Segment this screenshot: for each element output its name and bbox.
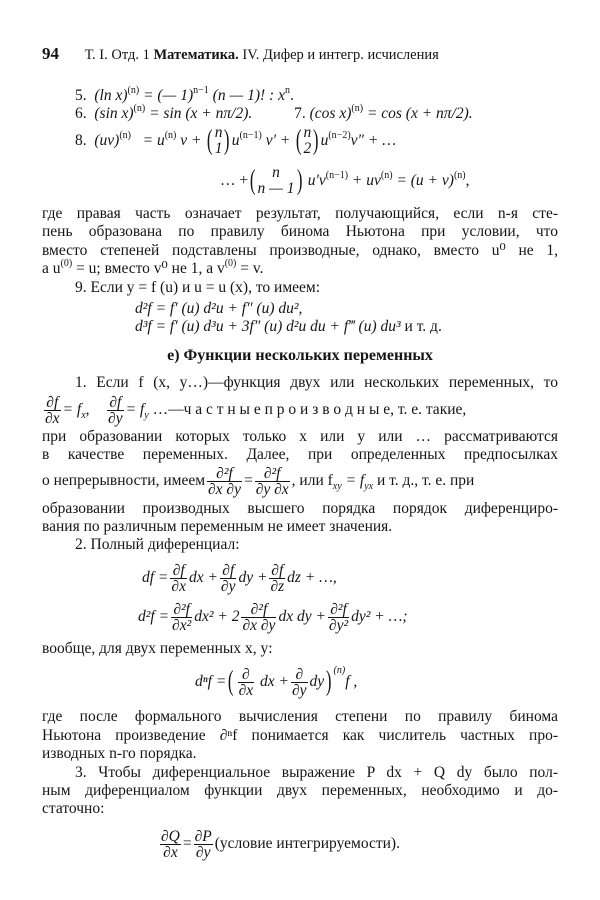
sup: (n) [453, 170, 466, 181]
binomial-top: n [272, 164, 280, 182]
fraction [160, 829, 181, 860]
binomial [257, 165, 294, 197]
text: а u [42, 260, 61, 277]
item-9: 9. Если y = f (u) и u = u (x), то имеем: [75, 279, 321, 296]
binomial [304, 125, 312, 157]
right-paren: ) [313, 125, 319, 157]
formula-6-7 [75, 105, 558, 123]
term: dx + [256, 673, 289, 690]
fraction [44, 395, 61, 426]
left-paren: ( [249, 165, 256, 197]
sup: (0) [224, 258, 237, 269]
right-paren: ) [296, 165, 302, 197]
term: dx² + 2 [194, 608, 240, 625]
sup: (n) [127, 85, 140, 96]
eq: = u [142, 132, 165, 149]
sup: n−1 [193, 85, 209, 96]
sub: y [144, 410, 149, 421]
term: dy² + …; [351, 608, 408, 625]
formula-d2f: d²f = f′ (u) d²u + f″ (u) du², [135, 300, 303, 317]
fraction [170, 563, 187, 594]
sup: (n) [133, 103, 146, 114]
lhs: df = [142, 569, 169, 586]
paragraph-line [42, 260, 558, 278]
term: dx + [188, 569, 218, 586]
fraction [238, 667, 255, 698]
item-2: 2. Полный диференциал: [75, 536, 240, 553]
numerator: ∂²f [171, 602, 192, 618]
denominator: ∂x [45, 409, 60, 427]
sup: (n) [351, 103, 364, 114]
binomial [215, 125, 223, 157]
fraction [107, 395, 124, 426]
fraction [241, 602, 276, 633]
text: о непрерывности, имеем [42, 472, 206, 489]
header-bold: Математика. [153, 47, 239, 63]
text: = f [341, 472, 365, 489]
term: f , [345, 673, 358, 690]
denominator: ∂x [171, 577, 186, 595]
binomial-bottom: 1 [214, 140, 223, 158]
eq: = f [125, 401, 145, 418]
text: и т. д., т. е. при [373, 472, 475, 489]
label: 7. [294, 105, 306, 122]
paragraph-line: вместо степеней подставлены производные, однако, вместо u⁰ не 1, [42, 242, 558, 259]
paragraph-line: в качестве переменных. Далее, при определенных предпосылках [42, 446, 558, 463]
sup: n [284, 85, 290, 96]
formula-8-cont [220, 164, 600, 200]
formula-df [142, 562, 600, 594]
header-prefix: Т. I. Отд. 1 [84, 47, 150, 63]
term: + uv [348, 172, 381, 189]
paragraph-line: 1. Если f (x, y…)—функция двух или нескольких переменных, то [75, 374, 558, 391]
math: d³f = f′ (u) d³u + 3f″ (u) d²u du + f‴ (u) du³ [135, 318, 401, 335]
paragraph-line: статочно: [42, 800, 105, 817]
rhs: = sin (x + nπ/2). [145, 105, 253, 122]
left-paren: ( [228, 666, 234, 698]
paragraph-line: при образовании которых только x или y или … рассматриваются [42, 428, 558, 445]
numerator: ∂f [44, 395, 61, 411]
binomial-top: n [303, 124, 312, 142]
fraction [328, 602, 349, 633]
paragraph-line: образовании производных высшего порядка порядок диференциро- [42, 500, 558, 517]
sub: x [81, 410, 86, 421]
sub: yx [364, 481, 374, 492]
fraction [291, 667, 308, 698]
numerator: ∂²f [241, 602, 276, 618]
left-paren: ( [207, 125, 213, 157]
text: , [85, 401, 90, 418]
formula-8 [75, 124, 558, 160]
paragraph-line: где после формального вычисления степени по правилу бинома [42, 708, 558, 725]
paragraph-line: вообще, для двух переменных x, y: [42, 640, 273, 657]
sup: (0) [60, 258, 73, 269]
denominator: ∂y [195, 843, 211, 861]
sup: (n−1) [239, 130, 262, 141]
term: = (u + v) [392, 172, 454, 189]
fraction [255, 466, 290, 497]
numerator: ∂P [194, 827, 212, 845]
paragraph-line [42, 465, 558, 497]
term: dy [309, 673, 325, 690]
partial-derivatives-line [42, 394, 558, 426]
binomial-bottom: 2 [303, 140, 312, 158]
right-paren: ) [326, 666, 332, 698]
term: u [320, 132, 329, 149]
binomial-bottom: n — 1 [257, 180, 295, 198]
lhs: dⁿf = [195, 673, 227, 690]
numerator: ∂ [291, 667, 308, 683]
paragraph-line: 3. Чтобы диференциальное выражение P dx + Q dy было пол- [75, 764, 558, 781]
term: u′v [307, 172, 326, 189]
header-rest: IV. Дифер и интегр. исчисления [242, 47, 439, 63]
numerator: ∂Q [161, 827, 180, 845]
eq: = f [62, 401, 82, 418]
lhs: (uv) [94, 132, 120, 149]
paragraph-line: Ньютона произведение ∂ⁿf понимается как числитель частных про- [42, 727, 558, 744]
page-number: 94 [42, 44, 59, 63]
lhs: (cos x) [309, 105, 352, 122]
term: dx dy + [278, 608, 326, 625]
numerator: ∂²f [207, 466, 242, 482]
numerator: ∂f [170, 563, 187, 579]
binomial-top: n [214, 124, 223, 142]
paragraph-line: изводных n-го порядка. [42, 745, 197, 762]
numerator: ∂f [220, 563, 237, 579]
end: . [289, 87, 294, 104]
lhs: (sin x) [94, 105, 134, 122]
term: dz + …, [287, 569, 337, 586]
term: dy + [238, 569, 268, 586]
denominator: ∂x [238, 681, 254, 699]
text: = v. [236, 260, 264, 277]
sup: (n) [164, 130, 177, 141]
eq: = [182, 835, 192, 852]
right-paren: ) [224, 125, 230, 157]
rhs: = cos (x + nπ/2). [363, 105, 473, 122]
text: , или f [291, 472, 333, 489]
denominator: ∂y [220, 577, 236, 595]
fraction [194, 829, 213, 860]
term: … + [220, 172, 249, 189]
paragraph-line: ным диференциалом функции двух переменных, необходимо и до- [42, 782, 558, 799]
paragraph-line: пень образована по правилу бинома Ньютона при условии, что [42, 223, 558, 240]
sup: (n−1) [325, 170, 349, 181]
sup: (n−2) [328, 130, 351, 141]
sup: (n) [333, 665, 346, 676]
label: 5. [75, 87, 87, 104]
denominator: ∂x [163, 843, 178, 861]
term: v′ + [261, 132, 291, 149]
section-title: е) Функции нескольких переменных [167, 347, 433, 364]
formula-d3f [135, 318, 600, 336]
denominator: ∂x² [172, 616, 192, 634]
numerator: ∂f [271, 561, 284, 579]
numerator: ∂ [238, 667, 255, 683]
formula-d2f-full [138, 601, 600, 633]
sub: xy [332, 481, 342, 492]
denominator: ∂y² [328, 616, 349, 634]
term: v + [176, 132, 202, 149]
sup: (n) [380, 170, 393, 181]
formula-dnf [195, 665, 600, 701]
term: v″ + … [350, 132, 396, 149]
fraction [269, 563, 285, 594]
paragraph-line: где правая часть означает результат, получающийся, если n-я сте- [42, 205, 558, 222]
denominator: ∂x ∂y [208, 480, 241, 498]
text: = u; вместо v⁰ не 1, а v [72, 260, 225, 277]
label: 8. [75, 132, 87, 149]
text: …—ч а с т н ы е п р о и з в о д н ы е, т. е. такие, [148, 401, 467, 418]
term: , [465, 172, 470, 189]
eq: = [243, 472, 253, 489]
fraction [220, 563, 237, 594]
text: и т. д. [400, 318, 442, 335]
rhs: = (— 1) [143, 87, 194, 104]
denominator: ∂y [108, 409, 123, 427]
left-paren: ( [296, 125, 302, 157]
integrability-condition [158, 828, 600, 860]
numerator: ∂²f [255, 466, 290, 482]
term: u [231, 132, 240, 149]
formula-5 [75, 87, 558, 105]
rhs: (n — 1)! : x [208, 87, 285, 104]
denominator: ∂y [292, 681, 307, 699]
label: 6. [75, 105, 87, 122]
denominator: ∂z [270, 577, 285, 595]
lhs: (ln x) [94, 87, 128, 104]
numerator: ∂f [107, 395, 124, 411]
paragraph-line: вания по различным переменным не имеет значения. [42, 518, 393, 535]
denominator: ∂x ∂y [242, 616, 276, 634]
denominator: ∂y ∂x [255, 480, 289, 498]
fraction [171, 602, 192, 633]
fraction [207, 466, 242, 497]
text: (условие интегрируемости). [214, 835, 400, 852]
numerator: ∂²f [328, 602, 349, 618]
sup: (n) [119, 130, 131, 141]
running-header [42, 44, 439, 64]
lhs: d²f = [138, 608, 170, 625]
